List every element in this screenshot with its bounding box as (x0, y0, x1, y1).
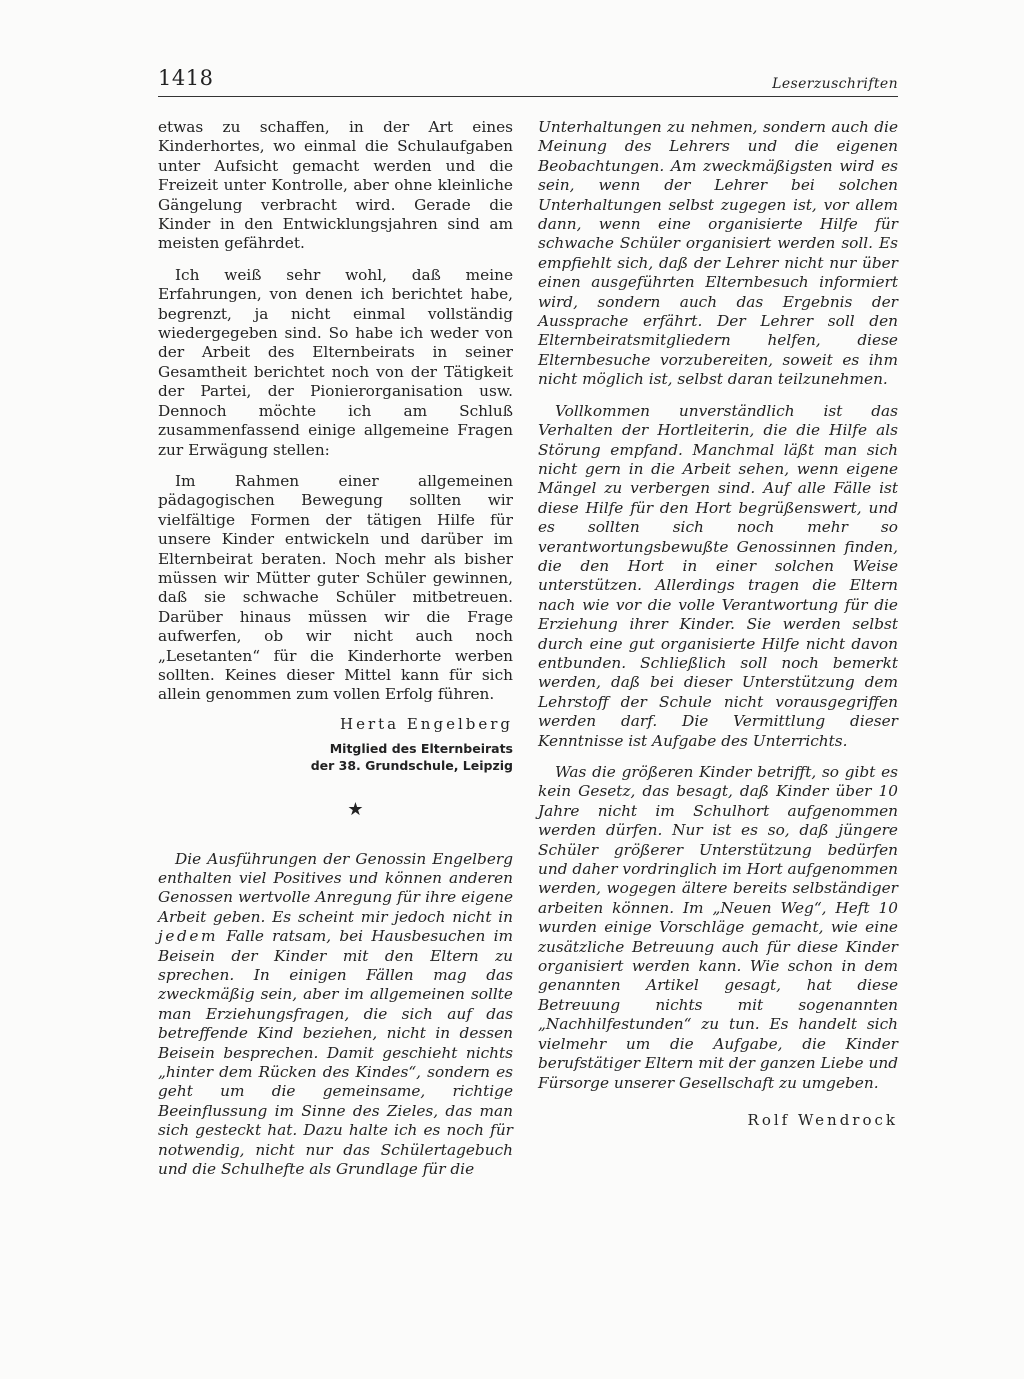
left-paragraph-editorial (158, 850, 513, 1180)
right-paragraph-3: Was die größeren Kinder betrifft, so gibt es kein Gesetz, das besagt, daß Kinder über 10 Jahre nicht im Schulhort aufgenommen werden dürfen. Nur ist es so, daß jüngere Schüler größerer Unterstützung bedürfen und daher vordringlich im Hort aufgenommen werden, wogegen ältere bereits selbständiger arbeiten können. Im „Neuen Weg“, Heft 10 wurden einige Vorschläge gemacht, wie eine zusätzliche Betreuung auch für diese Kinder organisiert werden kann. Wie schon in dem genannten Artikel gesagt, hat diese Betreuung nichts mit sogenannten „Nachhilfestunden“ zu tun. Es handelt sich vielmehr um die Aufgabe, die Kinder berufstätiger Eltern mit der ganzen Liebe und Fürsorge unserer Gesellschaft zu umgeben. (538, 763, 898, 1092)
left-paragraph-3: Im Rahmen einer allgemeinen pädagogischen Bewegung sollten wir vielfältige Formen der tätigen Hilfe für unsere Kinder entwickeln und darüber im Elternbeirat beraten. Noch mehr als bisher müssen wir Mütter guter Schüler gewinnen, daß sie schwache Schüler mitbetreuen. Darüber hinaus müssen wir die Frage aufwerfen, ob wir nicht auch noch „Lesetanten“ für die Kinderhorte werben sollten. Keines dieser Mittel kann für sich allein genommen zum vollen Erfolg führen. (158, 471, 513, 704)
header-rule (158, 96, 898, 97)
left-paragraph-2: Ich weiß sehr wohl, daß meine Erfahrungen, von denen ich berichtet habe, begrenzt, ja nicht einmal vollständig wiedergegeben sind. So habe ich weder von der Arbeit des Elternbeirats in seiner Gesamtheit berichtet noch von der Tätigkeit der Partei, der Pionierorganisation usw. Dennoch möchte ich am Schluß zusammenfassend einige allgemeine Fragen zur Erwägung stellen: (158, 265, 513, 459)
right-paragraph-2: Vollkommen unverständlich ist das Verhalten der Hortleiterin, die die Hilfe als Störung empfand. Manchmal läßt man sich nicht gern in die Arbeit sehen, wenn eigene Mängel zu verbergen sind. Auf alle Fälle ist diese Hilfe für den Hort begrüßenswert, und es sollten sich noch mehr so verantwortungsbewußte Genossinnen finden, die den Hort in einer solchen Weise unterstützen. Allerdings tragen die Eltern nach wie vor die volle Verantwortung für die Erziehung ihrer Kinder. Sie werden selbst durch eine gut organisierte Hilfe nicht davon entbunden. Schließlich soll noch bemerkt werden, daß bei dieser Unterstützung dem Lehrstoff der Schule nicht vorausgegriffen werden darf. Die Vermittlung dieser Kenntnisse ist Aufgabe des Unterrichts. (538, 401, 898, 750)
editorial-text-b: Falle ratsam, bei Hausbesuchen im Beisein der Kinder mit den Eltern zu sprechen. In einigen Fällen mag das zweckmäßig sein, aber im allgemeinen sollte man Erziehungsfragen, die sich auf das betreffende Kind beziehen, nicht in dessen Beisein besprechen. Damit geschieht nichts „hinter dem Rücken des Kindes“, sondern es geht um die gemeinsame, richtige Beeinflussung im Sinne des Zieles, das man sich gesteckt hat. Dazu halte ich es noch für notwendig, nicht nur das Schülertagebuch und die Schulhefte als Grundlage für die (158, 927, 513, 1179)
section-star-divider: ★ (347, 799, 364, 821)
author-signature-engelberg: Herta Engelberg (339, 714, 513, 733)
author-signature-wendrock: Rolf Wendrock (747, 1110, 898, 1129)
author-affiliation-line-1: Mitglied des Elternbeirats (329, 741, 513, 757)
editorial-text-a: Die Ausführungen der Genossin Engelberg enthalten viel Positives und können anderen Genossen wertvolle Anregung für ihre eigene Arbeit geben. Es scheint mir jedoch nicht in (158, 849, 513, 926)
page-number: 1418 (158, 66, 214, 90)
author-affiliation-line-2: der 38. Grundschule, Leipzig (310, 758, 513, 774)
right-column (538, 118, 898, 1130)
running-head: Leserzuschriften (772, 76, 898, 92)
left-column (158, 118, 513, 1180)
left-paragraph-1: etwas zu schaffen, in der Art eines Kinderhortes, wo einmal die Schulaufgaben unter Aufsicht gemacht werden und die Freizeit unter Kontrolle, aber ohne kleinliche Gängelung verbracht wird. Gerade die Kinder in den Entwicklungsjahren sind am meisten gefährdet. (158, 118, 513, 253)
right-paragraph-1: Unterhaltungen zu nehmen, sondern auch die Meinung des Lehrers und die eigenen Beobachtungen. Am zweckmäßigsten wird es sein, wenn der Lehrer bei solchen Unterhaltungen selbst zugegen ist, vor allem dann, wenn eine organisierte Hilfe für schwache Schüler organisiert werden soll. Es empfiehlt sich, daß der Lehrer nicht nur über einen ausgeführten Elternbesuch informiert wird, sondern auch das Ergebnis der Aussprache erfährt. Der Lehrer soll den Elternbeiratsmitgliedern helfen, diese Elternbesuche vorzubereiten, soweit es ihm nicht möglich ist, selbst daran teilzunehmen. (538, 118, 898, 389)
editorial-emphasis: jedem (158, 927, 219, 946)
